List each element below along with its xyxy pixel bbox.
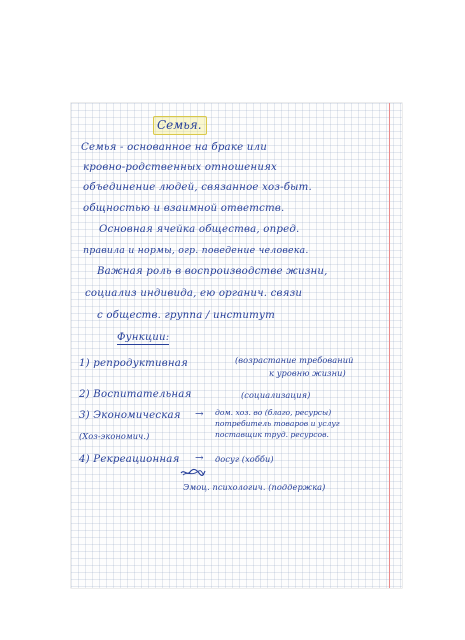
text-line-9: с обществ. группа / институт — [97, 310, 276, 321]
text-line-7: Важная роль в воспроизводстве жизни, — [97, 266, 328, 277]
text-line-1: Семья - основанное на браке или — [81, 142, 267, 153]
function-1-label: 1) репродуктивная — [79, 358, 188, 369]
text-line-8: социализ индивида, ею органич. связи — [85, 288, 303, 299]
function-3-note3: поставщик труд. ресурсов. — [215, 430, 329, 439]
function-1-note: (возрастание требований — [235, 355, 354, 365]
function-1-note2: к уровню жизни) — [269, 368, 346, 378]
text-line-3: объединение людей, связанное хоз-быт. — [83, 182, 312, 193]
function-3-note2: потребитель товаров и услуг — [215, 419, 340, 428]
function-3-label: 3) Экономическая — [79, 410, 181, 421]
function-2-note: (социализация) — [241, 390, 311, 400]
text-line-2: кровно-родственных отношениях — [83, 162, 277, 173]
ink-scribble — [180, 468, 206, 477]
notebook-sheet — [71, 103, 402, 588]
margin-line — [389, 103, 390, 588]
text-line-6: правила и нормы, огр. поведение человека. — [83, 245, 309, 256]
function-4-arrow: → — [195, 453, 204, 464]
function-3-arrow: → — [195, 409, 204, 420]
text-line-4: общностью и взаимной ответств. — [83, 203, 285, 214]
text-line-5: Основная ячейка общества, опред. — [99, 224, 300, 235]
function-2-label: 2) Воспитательная — [79, 389, 192, 400]
function-3-sub: (Хоз-экономич.) — [79, 431, 150, 441]
functions-heading: Функции: — [117, 333, 169, 345]
function-4-sub: Эмоц. психологич. (поддержка) — [183, 482, 326, 492]
function-4-note: досуг (хобби) — [215, 454, 274, 464]
function-3-note: дом. хоз. во (благо, ресурсы) — [215, 408, 332, 417]
page-title: Семья. — [157, 118, 202, 132]
function-4-label: 4) Рекреационная — [79, 454, 180, 465]
